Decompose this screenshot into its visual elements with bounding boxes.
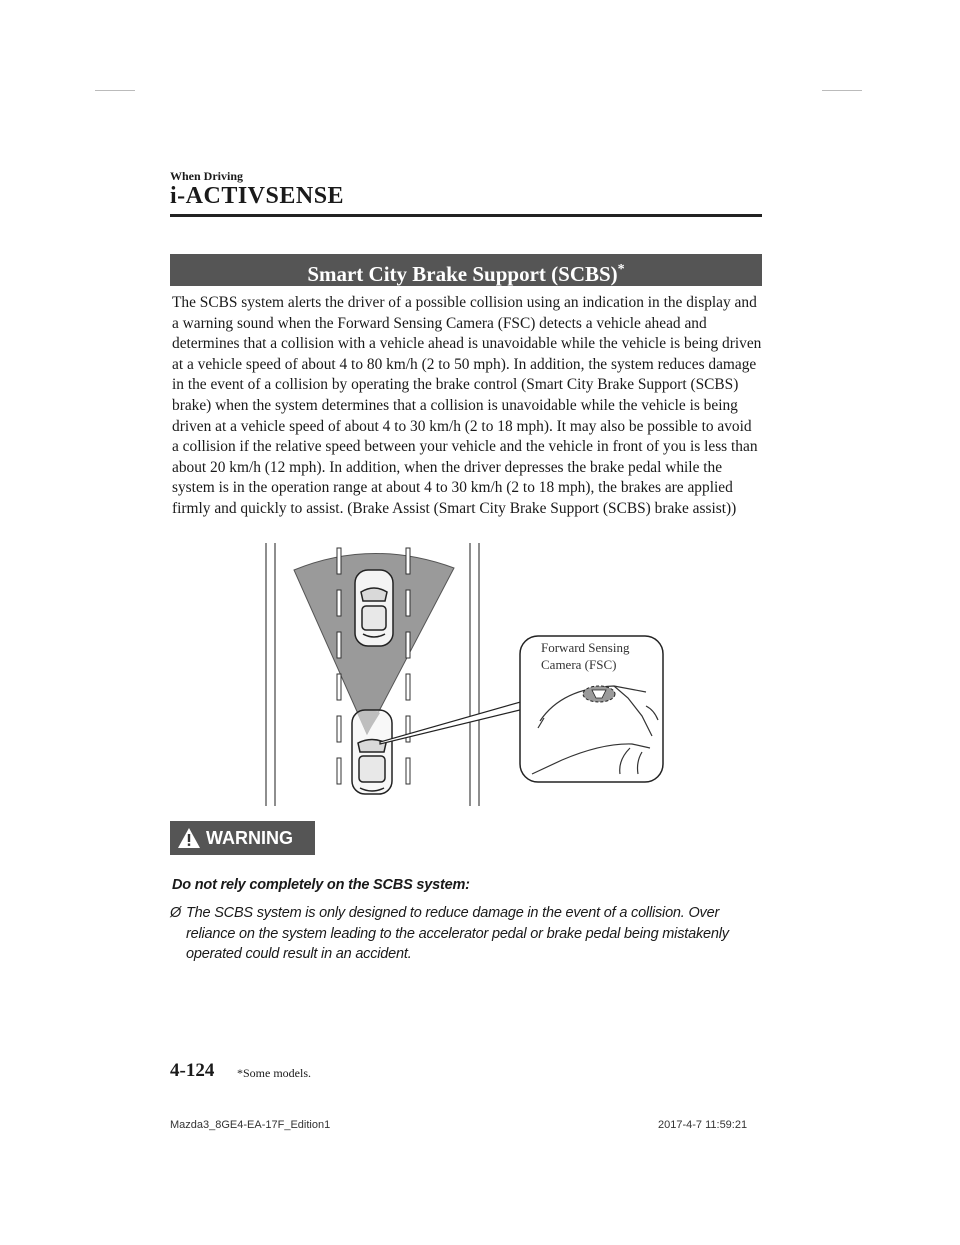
edition-label: Mazda3_8GE4-EA-17F_Edition1 [170,1119,331,1131]
print-timestamp: 2017-4-7 11:59:21 [658,1119,748,1131]
some-models-asterisk: * [617,262,625,277]
warning-item-text: The SCBS system is only designed to reduce damage in the event of a collision. Over reliance on the system leading to the accelerator pedal or brake pedal being mistakenly operated could result in an accident. [186,905,729,962]
footnote: *Some models. [237,1066,311,1080]
bullet-arrow-icon: Ø [170,905,182,921]
warning-label: WARNING [206,827,293,848]
page-number: 4-124 [170,1060,215,1081]
description-paragraph: The SCBS system alerts the driver of a possible collision using an indication in the display and a warning sound when the Forward Sensing Camera (FSC) detects a vehicle ahead and determines that a collision with a vehicle ahead is unavoidable while the vehicle is being driven at a vehicle speed of about 4 to 80 km/h (2 to 50 mph). In addition, the system reduces damage in the event of a collision by operating the brake control (Smart City Brake Support (SCBS) brake) when the system determines that a collision is unavoidable while the vehicle is being driven at a vehicle speed of about 4 to 30 km/h (2 to 18 mph). It may also be possible to avoid a collision if the relative speed between your vehicle and the vehicle in front of you is less than about 20 km/h (12 mph). In addition, when the driver depresses the brake pedal while the system is in the operation range at about 4 to 30 km/h (2 to 18 mph), the brakes are applied firmly and quickly to assist. (Brake Assist (Smart City Brake Support (SCBS) brake assist)) [172,294,762,517]
chapter-title: i-ACTIVSENSE [170,183,345,209]
warning-heading: Do not rely completely on the SCBS system: [172,877,470,893]
chapter-divider [170,214,762,217]
section-title: Smart City Brake Support (SCBS) [307,262,618,286]
vehicle-ahead-icon [355,570,393,646]
scbs-illustration [262,538,667,813]
crop-mark-right [822,90,862,91]
callout-leader [380,701,524,744]
callout-label-line2: Camera (FSC) [541,657,617,672]
section-label: When Driving [170,169,244,183]
scbs-diagram [262,538,667,808]
warning-badge [170,821,315,855]
warning-list-item [170,903,770,965]
own-vehicle-icon [352,710,392,794]
crop-mark-left [95,90,135,91]
callout-label-line1: Forward Sensing [541,640,630,655]
section-title-bar [170,254,762,286]
warning-triangle-icon [176,826,202,850]
